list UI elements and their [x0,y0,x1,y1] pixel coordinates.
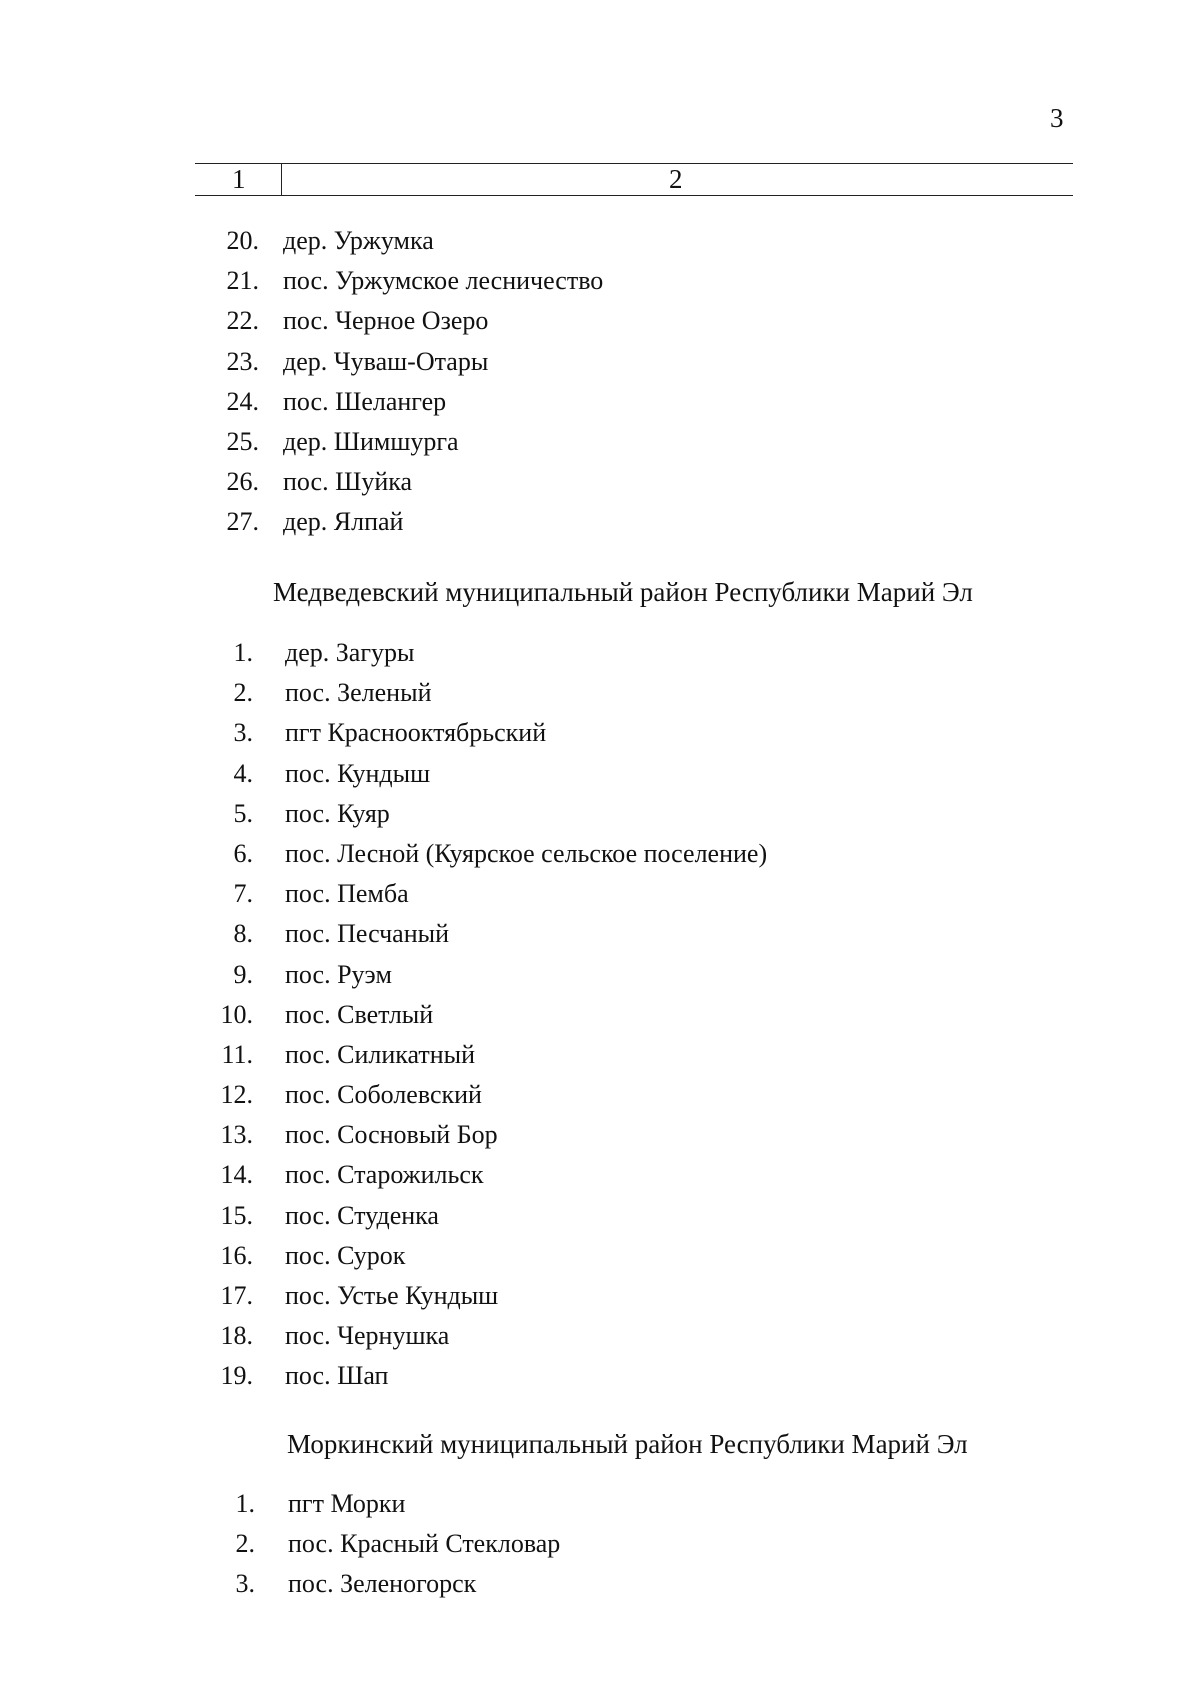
item-number: 13. [220,1120,253,1150]
table-header-col-1: 1 [232,164,246,194]
settlement-name: пос. Кундыш [285,758,431,788]
settlement-name: пос. Зеленогорск [288,1569,477,1599]
settlement-name: пгт Морки [288,1489,406,1518]
settlement-name: пос. Красный Стекловар [288,1529,561,1559]
settlement-name: дер. Шимшурга [283,426,459,456]
settlement-name: пос. Куяр [285,798,390,828]
item-number: 24. [226,386,259,416]
settlement-name: дер. Ялпай [283,507,404,537]
settlement-name: пос. Руэм [285,959,392,989]
item-number: 9. [233,959,253,989]
settlement-name: пос. Устье Кундыш [285,1281,499,1310]
settlement-name: пос. Сосновый Бор [285,1120,498,1150]
settlement-name: пос. Шуйка [283,467,413,497]
item-number: 2. [235,1529,255,1559]
settlement-name: пос. Соболевский [285,1080,482,1110]
item-number: 2. [233,678,253,708]
settlement-name: пос. Уржумское лесничество [283,266,604,296]
settlement-name: пос. Черное Озеро [283,306,489,336]
settlement-name: пос. Чернушка [285,1321,450,1351]
settlement-name: дер. Уржумка [283,226,434,255]
section-heading-morkinsky: Моркинский муниципальный район Республики Марий Эл [287,1429,968,1459]
page-number: 3 [1050,103,1064,133]
settlement-name: пос. Зеленый [285,678,432,708]
table-header-col-2: 2 [669,164,683,194]
settlement-name: пос. Шап [285,1361,389,1391]
item-number: 1. [233,638,253,667]
item-number: 26. [226,467,259,497]
item-number: 4. [233,758,253,788]
item-number: 19. [220,1361,253,1391]
item-number: 12. [220,1080,253,1110]
settlement-name: пос. Лесной (Куярское сельское поселение) [285,838,768,868]
table-header-bottom-rule [195,195,1073,196]
settlement-name: дер. Чуваш-Отары [283,346,489,376]
item-number: 7. [233,879,253,909]
settlement-name: дер. Загуры [285,638,415,667]
item-number: 6. [233,838,253,868]
table-header-top-rule [195,163,1073,164]
settlement-name: пос. Силикатный [285,1039,476,1069]
item-number: 14. [220,1160,253,1190]
item-number: 17. [220,1281,253,1310]
item-number: 18. [220,1321,253,1351]
item-number: 3. [233,718,253,748]
item-number: 27. [226,507,259,537]
item-number: 10. [220,999,253,1029]
settlement-name: пос. Студенка [285,1200,439,1230]
settlement-name: пос. Песчаный [285,919,449,949]
item-number: 25. [226,426,259,456]
settlement-name: пос. Шелангер [283,386,447,416]
settlement-name: пос. Пемба [285,879,409,909]
settlement-name: пос. Сурок [285,1240,406,1270]
table-header-divider [281,163,282,195]
section-heading-medvedevsky: Медведевский муниципальный район Республики Марий Эл [273,577,973,607]
item-number: 22. [226,306,259,336]
item-number: 8. [233,919,253,949]
item-number: 11. [221,1039,253,1069]
item-number: 20. [226,226,259,255]
settlement-name: пгт Краснооктябрьский [285,718,547,748]
settlement-name: пос. Светлый [285,999,434,1029]
item-number: 23. [226,346,259,376]
item-number: 1. [235,1489,255,1518]
item-number: 16. [220,1240,253,1270]
item-number: 5. [233,798,253,828]
item-number: 3. [235,1569,255,1599]
settlement-name: пос. Старожильск [285,1160,484,1190]
item-number: 15. [220,1200,253,1230]
item-number: 21. [226,266,259,296]
